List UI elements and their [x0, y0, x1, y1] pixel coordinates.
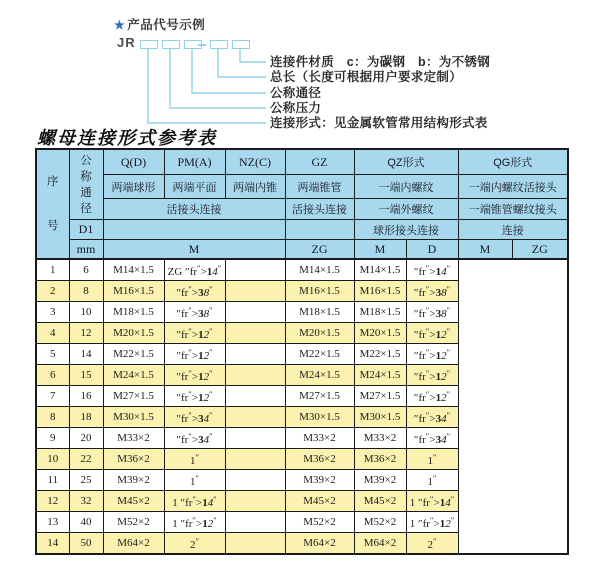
- qz-m-cell: [225, 365, 285, 386]
- qz-d-cell: M24×1.5: [285, 365, 354, 386]
- qg-zg-cell: 1 ″fr″>14″: [406, 491, 458, 512]
- dn-cell: 32: [69, 491, 103, 512]
- header-desc-qz-2: 一端外螺纹: [354, 199, 458, 220]
- seq-cell: 10: [36, 449, 69, 470]
- seq-cell: 2: [36, 281, 69, 302]
- diagram-label-material: 连接件材质 c：为碳钢 b：为不锈钢: [270, 55, 490, 69]
- header-desc-qz-1: 一端内螺纹: [354, 175, 458, 199]
- qz-m-cell: [225, 449, 285, 470]
- header-unit-zg: ZG: [285, 240, 354, 260]
- table-row: [36, 259, 568, 281]
- qg-m-cell: M39×2: [354, 470, 406, 491]
- dn-cell: 50: [69, 533, 103, 555]
- diagram-label-connection: 连接形式：见金属软管常用结构形式表: [270, 116, 488, 130]
- header-unit-qg-m: M: [458, 240, 512, 260]
- m-thread-cell: M45×2: [103, 491, 164, 512]
- diagram-title-text: 产品代号示例: [127, 18, 206, 32]
- gz-thread-cell: ZG ″fr″>14″: [164, 259, 225, 281]
- gz-thread-cell: 1 ″fr″>12″: [164, 512, 225, 533]
- qg-m-cell: M27×1.5: [354, 386, 406, 407]
- qg-m-cell: M36×2: [354, 449, 406, 470]
- dn-cell: 18: [69, 407, 103, 428]
- qz-m-cell: [225, 491, 285, 512]
- qz-m-cell: [225, 323, 285, 344]
- reference-table: [35, 148, 569, 555]
- header-dn: 公称通径: [69, 149, 103, 220]
- m-thread-cell: M64×2: [103, 533, 164, 555]
- table-body: [36, 259, 568, 554]
- seq-cell: 3: [36, 302, 69, 323]
- header-desc-nzc: 两端内锥: [225, 175, 285, 199]
- header-desc-qg-1: 一端内螺纹活接头: [458, 175, 568, 199]
- m-thread-cell: M27×1.5: [103, 386, 164, 407]
- qg-m-cell: M14×1.5: [354, 259, 406, 281]
- qz-d-cell: M18×1.5: [285, 302, 354, 323]
- seq-cell: 8: [36, 407, 69, 428]
- qg-zg-cell: ″fr″>14″: [406, 259, 458, 281]
- connector-line: [148, 47, 266, 123]
- qz-d-cell: M16×1.5: [285, 281, 354, 302]
- seq-cell: 13: [36, 512, 69, 533]
- m-thread-cell: M14×1.5: [103, 259, 164, 281]
- table-row: [36, 449, 568, 470]
- header-mm: mm: [69, 240, 103, 260]
- gz-thread-cell: 1 ″fr″>14″: [164, 491, 225, 512]
- dn-cell: 22: [69, 449, 103, 470]
- qg-zg-cell: ″fr″>38″: [406, 281, 458, 302]
- seq-cell: 12: [36, 491, 69, 512]
- gz-thread-cell: ″fr″>34″: [164, 428, 225, 449]
- qg-m-cell: M18×1.5: [354, 302, 406, 323]
- dn-cell: 10: [69, 302, 103, 323]
- seq-cell: 5: [36, 344, 69, 365]
- gz-thread-cell: 2″: [164, 533, 225, 555]
- dn-cell: 25: [69, 470, 103, 491]
- header-desc-qd: 两端球形: [103, 175, 164, 199]
- qz-d-cell: M36×2: [285, 449, 354, 470]
- qg-zg-cell: ″fr″>34″: [406, 407, 458, 428]
- code-dash: [198, 44, 206, 46]
- header-desc-qg-2: 一端锥管螺纹接头: [458, 199, 568, 220]
- code-box-4: [210, 40, 228, 49]
- qg-m-cell: M22×1.5: [354, 344, 406, 365]
- header-seq: 序号: [36, 149, 69, 259]
- table-row: [36, 512, 568, 533]
- code-box-2: [162, 40, 180, 49]
- qg-zg-cell: ″fr″>34″: [406, 428, 458, 449]
- table-row: [36, 533, 568, 555]
- header-desc-pma: 两端平面: [164, 175, 225, 199]
- header-empty-gz: [285, 220, 354, 240]
- qg-m-cell: M16×1.5: [354, 281, 406, 302]
- gz-thread-cell: ″fr″>12″: [164, 344, 225, 365]
- header-col-qz: QZ形式: [354, 149, 458, 175]
- seq-cell: 6: [36, 365, 69, 386]
- qg-zg-cell: 1″: [406, 470, 458, 491]
- table-header: [36, 149, 568, 259]
- qz-m-cell: [225, 302, 285, 323]
- dn-cell: 14: [69, 344, 103, 365]
- qg-m-cell: M64×2: [354, 533, 406, 555]
- table-title: 螺母连接形式参考表: [37, 128, 217, 149]
- qz-m-cell: [225, 428, 285, 449]
- qz-d-cell: M39×2: [285, 470, 354, 491]
- qz-d-cell: M64×2: [285, 533, 354, 555]
- star-icon: ★: [114, 18, 126, 32]
- qg-zg-cell: 2″: [406, 533, 458, 555]
- m-thread-cell: M39×2: [103, 470, 164, 491]
- table-row: [36, 470, 568, 491]
- qg-zg-cell: ″fr″>12″: [406, 344, 458, 365]
- table-row: [36, 281, 568, 302]
- seq-cell: 4: [36, 323, 69, 344]
- qz-m-cell: [225, 533, 285, 555]
- seq-cell: 1: [36, 259, 69, 281]
- qg-zg-cell: ″fr″>12″: [406, 386, 458, 407]
- gz-thread-cell: 1″: [164, 449, 225, 470]
- connector-line: [240, 47, 266, 62]
- gz-thread-cell: ″fr″>12″: [164, 365, 225, 386]
- qg-m-cell: M33×2: [354, 428, 406, 449]
- diagram-title: [114, 15, 205, 33]
- diagram-label-diameter: 公称通径: [270, 86, 322, 100]
- m-thread-cell: M36×2: [103, 449, 164, 470]
- gz-thread-cell: ″fr″>12″: [164, 386, 225, 407]
- qz-m-cell: [225, 512, 285, 533]
- table-row: [36, 302, 568, 323]
- qz-d-cell: M14×1.5: [285, 259, 354, 281]
- qz-m-cell: [225, 470, 285, 491]
- header-col-pma: PM(A): [164, 149, 225, 175]
- qg-m-cell: M52×2: [354, 512, 406, 533]
- qz-d-cell: M20×1.5: [285, 323, 354, 344]
- qz-m-cell: [225, 259, 285, 281]
- qz-m-cell: [225, 281, 285, 302]
- header-conn-qg: 连接: [458, 220, 568, 240]
- code-box-1: [140, 40, 158, 49]
- qz-d-cell: M30×1.5: [285, 407, 354, 428]
- m-thread-cell: M16×1.5: [103, 281, 164, 302]
- dn-cell: 15: [69, 365, 103, 386]
- qg-m-cell: M45×2: [354, 491, 406, 512]
- gz-thread-cell: ″fr″>38″: [164, 302, 225, 323]
- m-thread-cell: M52×2: [103, 512, 164, 533]
- gz-thread-cell: ″fr″>38″: [164, 281, 225, 302]
- table-row: [36, 428, 568, 449]
- header-empty-left: [103, 220, 285, 240]
- table-row: [36, 491, 568, 512]
- dn-cell: 6: [69, 259, 103, 281]
- table-row: [36, 407, 568, 428]
- m-thread-cell: M24×1.5: [103, 365, 164, 386]
- m-thread-cell: M30×1.5: [103, 407, 164, 428]
- header-col-qg: QG形式: [458, 149, 568, 175]
- m-thread-cell: M22×1.5: [103, 344, 164, 365]
- qz-d-cell: M45×2: [285, 491, 354, 512]
- header-conn-qz: 球形接头连接: [354, 220, 458, 240]
- header-conn-left: 活接头连接: [103, 199, 285, 220]
- code-box-5: [232, 40, 250, 49]
- dn-cell: 20: [69, 428, 103, 449]
- table-row: [36, 323, 568, 344]
- qg-m-cell: M20×1.5: [354, 323, 406, 344]
- qz-d-cell: M52×2: [285, 512, 354, 533]
- gz-thread-cell: 1″: [164, 470, 225, 491]
- qg-zg-cell: 1″: [406, 449, 458, 470]
- dn-cell: 8: [69, 281, 103, 302]
- dn-cell: 12: [69, 323, 103, 344]
- product-code-diagram: [0, 0, 600, 132]
- header-unit-qz-d: D: [406, 240, 458, 260]
- qz-m-cell: [225, 386, 285, 407]
- table-row: [36, 386, 568, 407]
- qg-m-cell: M24×1.5: [354, 365, 406, 386]
- qg-zg-cell: ″fr″>38″: [406, 302, 458, 323]
- m-thread-cell: M33×2: [103, 428, 164, 449]
- qz-d-cell: M27×1.5: [285, 386, 354, 407]
- qg-m-cell: M30×1.5: [354, 407, 406, 428]
- qz-m-cell: [225, 407, 285, 428]
- qz-d-cell: M33×2: [285, 428, 354, 449]
- product-code-prefix: JR: [117, 35, 136, 50]
- m-thread-cell: M18×1.5: [103, 302, 164, 323]
- qg-zg-cell: ″fr″>12″: [406, 323, 458, 344]
- header-conn-gz: 活接头连接: [285, 199, 354, 220]
- header-col-qd: Q(D): [103, 149, 164, 175]
- header-col-nzc: NZ(C): [225, 149, 285, 175]
- seq-cell: 7: [36, 386, 69, 407]
- diagram-label-length: 总长（长度可根据用户要求定制）: [270, 70, 463, 84]
- connector-line: [192, 47, 266, 93]
- qz-m-cell: [225, 344, 285, 365]
- qz-d-cell: M22×1.5: [285, 344, 354, 365]
- qg-zg-cell: ″fr″>12″: [406, 365, 458, 386]
- header-col-gz: GZ: [285, 149, 354, 175]
- header-unit-m: M: [103, 240, 285, 260]
- header-d1: D1: [69, 220, 103, 240]
- dn-cell: 16: [69, 386, 103, 407]
- dn-cell: 40: [69, 512, 103, 533]
- m-thread-cell: M20×1.5: [103, 323, 164, 344]
- seq-cell: 11: [36, 470, 69, 491]
- gz-thread-cell: ″fr″>12″: [164, 323, 225, 344]
- header-unit-qz-m: M: [354, 240, 406, 260]
- header-unit-qg-zg: ZG: [512, 240, 568, 260]
- table-row: [36, 365, 568, 386]
- header-desc-gz: 两端锥管: [285, 175, 354, 199]
- seq-cell: 9: [36, 428, 69, 449]
- diagram-label-pressure: 公称压力: [270, 101, 322, 115]
- gz-thread-cell: ″fr″>34″: [164, 407, 225, 428]
- table-row: [36, 344, 568, 365]
- seq-cell: 14: [36, 533, 69, 555]
- qg-zg-cell: 1 ″fr″>12″: [406, 512, 458, 533]
